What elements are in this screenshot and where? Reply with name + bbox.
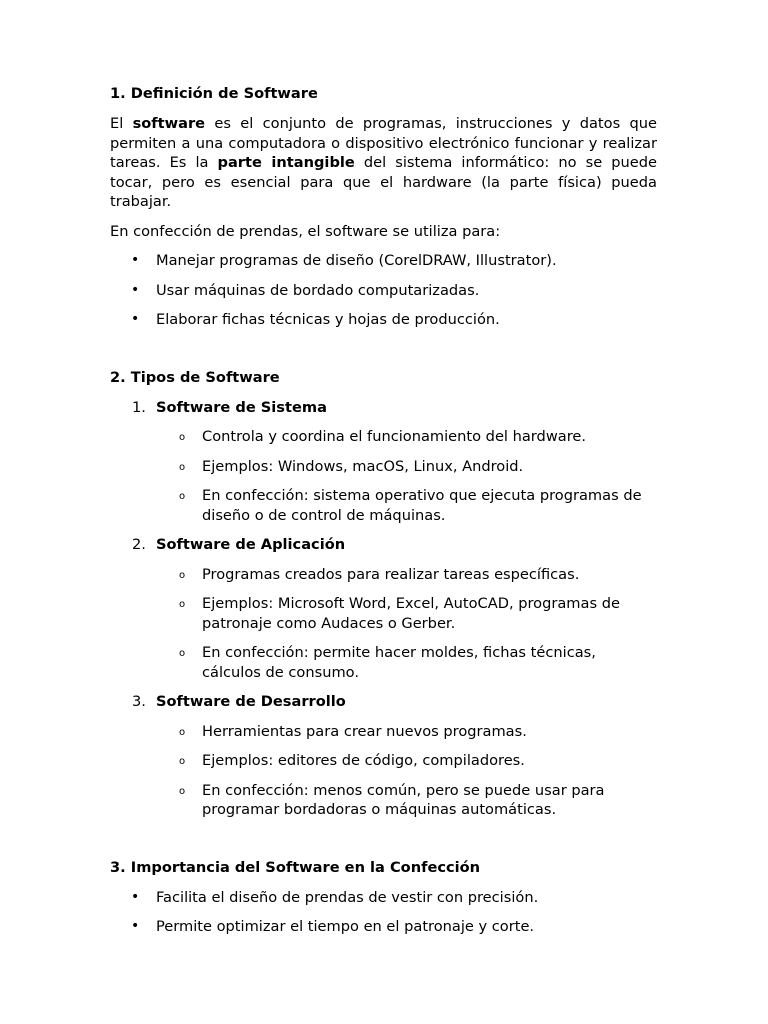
- list-item-text: Ejemplos: Microsoft Word, Excel, AutoCAD, programas de patronaje como Audaces o Gerber.: [202, 595, 620, 632]
- bullet-icon: •: [131, 918, 140, 934]
- type-title: Software de Aplicación: [156, 536, 346, 553]
- list-item-text: En confección: permite hacer moldes, fichas técnicas, cálculos de consumo.: [202, 644, 596, 681]
- circle-bullet-icon: o: [179, 461, 186, 473]
- list-item: [110, 565, 657, 585]
- bullet-icon: •: [131, 252, 140, 268]
- list-item: [110, 781, 657, 820]
- type-title: Software de Sistema: [156, 398, 327, 416]
- list-item: [110, 917, 657, 937]
- document-content: [110, 84, 657, 947]
- bullet-icon: •: [131, 888, 140, 905]
- list-item-text: Controla y coordina el funcionamiento del hardware.: [202, 428, 586, 445]
- bullet-icon: •: [131, 281, 140, 298]
- list-item-text: Ejemplos: editores de código, compiladores.: [202, 752, 525, 769]
- list-item: [110, 722, 657, 742]
- list-item: [110, 643, 657, 682]
- type-heading: [110, 535, 657, 555]
- circle-bullet-icon: o: [179, 432, 186, 443]
- list-item-text: Programas creados para realizar tareas específicas.: [202, 565, 580, 583]
- type-detail-list: [110, 722, 657, 820]
- list-item-text: Elaborar fichas técnicas y hojas de producción.: [156, 311, 500, 328]
- type-number: 1.: [132, 398, 146, 416]
- type-item-application: [110, 535, 657, 682]
- importance-bullet-list: [110, 888, 657, 937]
- list-item: [110, 594, 657, 633]
- section-spacer: [110, 830, 657, 858]
- list-item: [110, 888, 657, 908]
- section-3-heading: 3. Importancia del Software en la Confección: [110, 858, 481, 876]
- list-item-text: Usar máquinas de bordado computarizadas.: [156, 281, 480, 299]
- list-item: [110, 457, 657, 477]
- text-run: del sistema informático: no se puede tocar, pero es esencial para que el hardware (la parte física) pueda trabajar.: [110, 154, 657, 210]
- circle-bullet-icon: o: [179, 648, 186, 659]
- section-1-heading: 1. Definición de Software: [110, 85, 318, 102]
- bold-term-software: software: [132, 115, 206, 132]
- software-types-list: [110, 398, 657, 820]
- type-detail-list: [110, 427, 657, 525]
- list-item: [110, 281, 657, 301]
- list-item: [110, 310, 657, 330]
- text-run: El: [110, 115, 133, 132]
- circle-bullet-icon: o: [179, 726, 186, 738]
- usage-intro-paragraph: En confección de prendas, el software se utiliza para:: [110, 222, 501, 240]
- circle-bullet-icon: o: [179, 785, 186, 797]
- bullet-icon: •: [131, 311, 140, 327]
- type-number: 2.: [132, 536, 146, 553]
- list-item-text: Herramientas para crear nuevos programas.: [202, 722, 527, 740]
- type-item-development: [110, 692, 657, 820]
- type-heading: [110, 398, 657, 418]
- type-number: 3.: [132, 693, 146, 710]
- list-item-text: Permite optimizar el tiempo en el patronaje y corte.: [156, 918, 535, 935]
- list-item-text: Facilita el diseño de prendas de vestir con precisión.: [156, 888, 539, 906]
- circle-bullet-icon: o: [179, 491, 186, 502]
- type-detail-list: [110, 565, 657, 683]
- type-title: Software de Desarrollo: [156, 693, 346, 710]
- list-item: [110, 251, 657, 271]
- list-item: [110, 486, 657, 525]
- circle-bullet-icon: o: [179, 569, 186, 581]
- circle-bullet-icon: o: [179, 756, 186, 767]
- definition-paragraph: [110, 114, 657, 212]
- list-item-text: En confección: sistema operativo que ejecuta programas de diseño o de control de máquinas.: [202, 487, 642, 524]
- list-item-text: En confección: menos común, pero se puede usar para programar bordadoras o máquinas automáticas.: [202, 781, 605, 818]
- type-heading: [110, 692, 657, 712]
- usage-bullet-list: [110, 251, 657, 330]
- list-item: [110, 427, 657, 447]
- text-run: es el conjunto de programas, instrucciones y datos que permiten a una computadora o dispositivo electrónico funcionar y realizar tareas. Es la: [110, 115, 657, 171]
- list-item: [110, 751, 657, 771]
- section-2-heading: 2. Tipos de Software: [110, 368, 280, 386]
- section-spacer: [110, 340, 657, 368]
- list-item-text: Manejar programas de diseño (CorelDRAW, Illustrator).: [156, 252, 557, 269]
- type-item-system: [110, 398, 657, 526]
- bold-term-intangible: parte intangible: [217, 154, 355, 171]
- circle-bullet-icon: o: [179, 599, 186, 610]
- list-item-text: Ejemplos: Windows, macOS, Linux, Android.: [202, 457, 524, 475]
